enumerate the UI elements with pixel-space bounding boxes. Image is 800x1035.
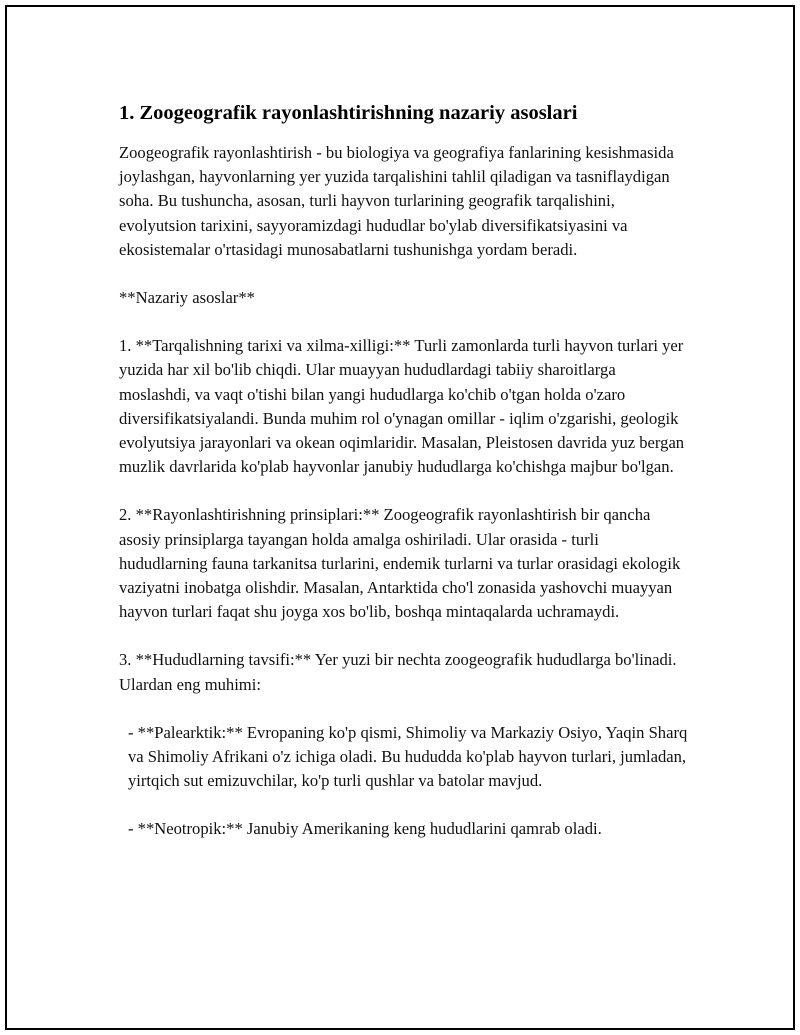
document-title: 1. Zoogeografik rayonlashtirishning nazariy asoslari <box>119 102 578 124</box>
intro-paragraph: Zoogeografik rayonlashtirish - bu biologiya va geografiya fanlarining kesishmasida joylashgan, hayvonlarning yer yuzida tarqalishini tahlil qiladigan va tasniflaydigan soha. Bu tushuncha, asosan, turli hayvon turlarining geografik tarqalishini, evolyutsion tarixini, sayyoramizdagi hududlar bo'ylab diversifikatsiyasini va ekosistemalar o'rtasidagi munosabatlarni tushunishga yordam beradi. <box>119 143 678 259</box>
page-frame <box>5 5 795 1030</box>
neotropik-paragraph: - **Neotropik:** Janubiy Amerikaning keng hududlarini qamrab oladi. <box>128 819 602 839</box>
point-3-paragraph: 3. **Hududlarning tavsifi:** Yer yuzi bir nechta zoogeografik hududlarga bo'linadi. Ulardan eng muhimi: <box>119 650 681 694</box>
point-2-paragraph: 2. **Rayonlashtirishning prinsiplari:** Zoogeografik rayonlashtirish bir qancha asosiy prinsiplarga tayangan holda amalga oshiriladi. Ular orasida - turli hududlarning fauna tarkanitsa turlarini, endemik turlarni va turlar orasidagi ekologik vaziyatni inobatga olishdir. Masalan, Antarktida cho'l zonasida yashovchi muayyan hayvon turlari faqat shu joyga xos bo'lib, boshqa mintaqalarda uchramaydi. <box>119 505 685 622</box>
section-heading-paragraph: **Nazariy asoslar** <box>119 288 255 308</box>
palearktik-paragraph: - **Palearktik:** Evropaning ko'p qismi, Shimoliy va Markaziy Osiyo, Yaqin Sharq va Shimoliy Afrikani o'z ichiga oladi. Bu hududda ko'plab hayvon turlari, jumladan, yirtqich sut emizuvchilar, ko'p turli qushlar va batolar mavjud. <box>128 722 692 791</box>
point-1-paragraph: 1. **Tarqalishning tarixi va xilma-xilligi:** Turli zamonlarda turli hayvon turlari yer yuzida har xil bo'lib chiqdi. Ular muayyan hududlardagi tabiiy sharoitlarga moslashdi, va vaqt o'tishi bilan yangi hududlarga ko'chib o'tgan holda o'zaro diversifikatsiyalandi. Bunda muhim rol o'ynagan omillar - iqlim o'zgarishi, geologik evolyutsiya jarayonlari va okean oqimlaridir. Masalan, Pleistosen davrida yuz bergan muzlik davrlarida ko'plab hayvonlar janubiy hududlarga ko'chishga majbur bo'lgan. <box>119 336 689 477</box>
document-content <box>119 99 692 866</box>
